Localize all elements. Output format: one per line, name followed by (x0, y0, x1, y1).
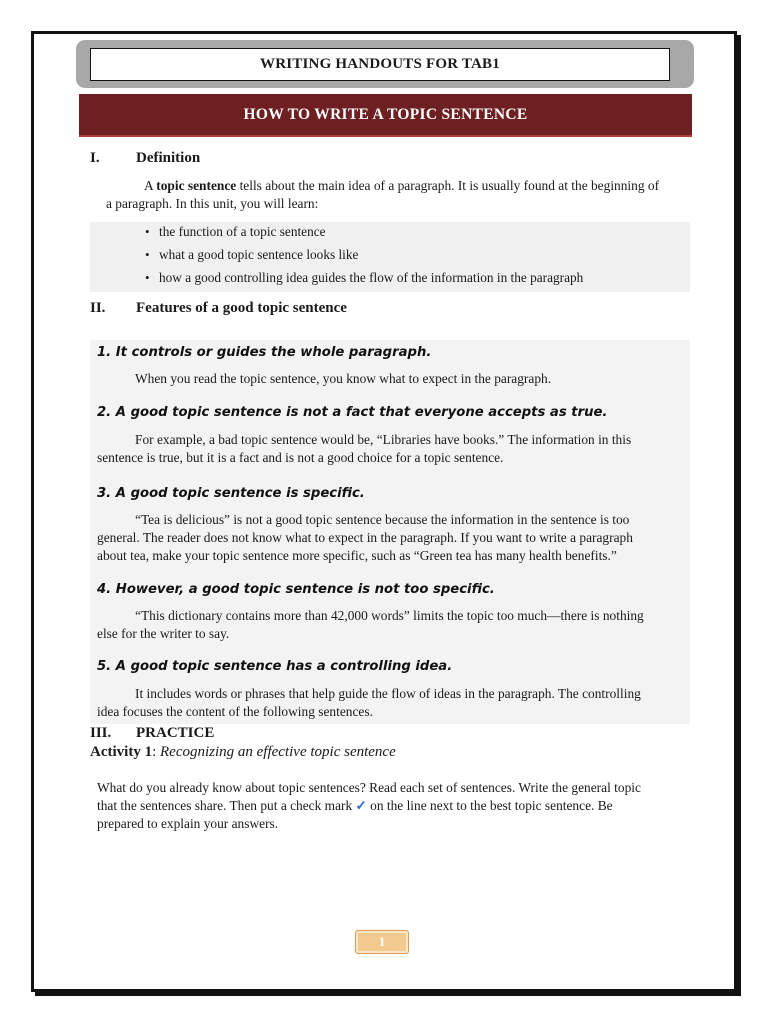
section-heading-definition (90, 150, 200, 167)
topic-title-banner: HOW TO WRITE A TOPIC SENTENCE (79, 94, 692, 137)
check-mark-icon: ✓ (355, 798, 367, 813)
learning-goals-list (145, 220, 583, 289)
instruction-line: prepared to explain your answers. (97, 816, 279, 831)
handout-header-title: WRITING HANDOUTS FOR TAB1 (90, 48, 670, 81)
list-item: • the function of a topic sentence (145, 220, 583, 243)
activity-instructions (97, 779, 697, 833)
section-heading-practice (90, 725, 214, 742)
page-number: 1 (355, 930, 409, 954)
activity-heading (90, 744, 396, 761)
topic-sentence-term: topic sentence (156, 178, 237, 193)
feature-heading-3: 3. A good topic sentence is specific. (97, 486, 365, 501)
feature-text-1 (97, 370, 692, 388)
section-number: I. (90, 150, 100, 166)
feature-text-2 (97, 431, 692, 467)
section-title: Features of a good topic sentence (136, 300, 347, 316)
feature-text-3 (97, 511, 697, 565)
feature-text-4 (97, 607, 697, 643)
definition-text-line2: a paragraph. In this unit, you will learn: (106, 196, 319, 211)
feature-line: sentence is true, but it is a fact and is not a good choice for a topic sentence. (97, 450, 504, 465)
feature-line: For example, a bad topic sentence would be, “Libraries have books.” The information in this (135, 432, 632, 447)
section-heading-features (90, 300, 347, 317)
feature-text-5 (97, 685, 697, 721)
list-item: • how a good controlling idea guides the flow of the information in the paragraph (145, 266, 583, 289)
section-title: PRACTICE (136, 725, 215, 741)
instruction-line (97, 797, 697, 815)
activity-separator: : (152, 744, 160, 760)
feature-line: idea focuses the content of the following sentences. (97, 704, 373, 719)
feature-line: about tea, make your topic sentence more specific, such as “Green tea has many health benefits.” (97, 548, 617, 563)
feature-line: general. The reader does not know what to expect in the paragraph. If you want to write a paragraph (97, 530, 633, 545)
list-item: • what a good topic sentence looks like (145, 243, 583, 266)
section-title: Definition (136, 150, 201, 166)
definition-text-start: A (144, 178, 157, 193)
definition-text-rest: tells about the main idea of a paragraph. It is usually found at the beginning of (236, 178, 660, 193)
instruction-text: on the line next to the best topic sentence. Be (366, 798, 613, 813)
feature-heading-1: 1. It controls or guides the whole paragraph. (97, 345, 432, 360)
feature-heading-4: 4. However, a good topic sentence is not too specific. (97, 582, 495, 597)
instruction-text: that the sentences share. Then put a check mark (97, 798, 356, 813)
activity-label: Activity 1 (90, 744, 153, 760)
section-number: III. (90, 725, 112, 741)
feature-line: “This dictionary contains more than 42,000 words” limits the topic too much—there is nothing (135, 608, 644, 623)
section-number: II. (90, 300, 106, 316)
instruction-line: What do you already know about topic sentences? Read each set of sentences. Write the general topic (97, 780, 641, 795)
feature-line: It includes words or phrases that help guide the flow of ideas in the paragraph. The controlling (135, 686, 641, 701)
activity-title: Recognizing an effective topic sentence (160, 744, 396, 760)
feature-heading-2: 2. A good topic sentence is not a fact that everyone accepts as true. (97, 405, 608, 420)
feature-line: When you read the topic sentence, you know what to expect in the paragraph. (135, 371, 552, 386)
feature-line: “Tea is delicious” is not a good topic sentence because the information in the sentence is too (135, 512, 630, 527)
list-item-text: how a good controlling idea guides the flow of the information in the paragraph (159, 270, 584, 285)
definition-paragraph (106, 177, 696, 213)
list-item-text: the function of a topic sentence (159, 224, 326, 239)
list-item-text: what a good topic sentence looks like (159, 247, 359, 262)
feature-line: else for the writer to say. (97, 626, 230, 641)
feature-heading-5: 5. A good topic sentence has a controlling idea. (97, 659, 453, 674)
